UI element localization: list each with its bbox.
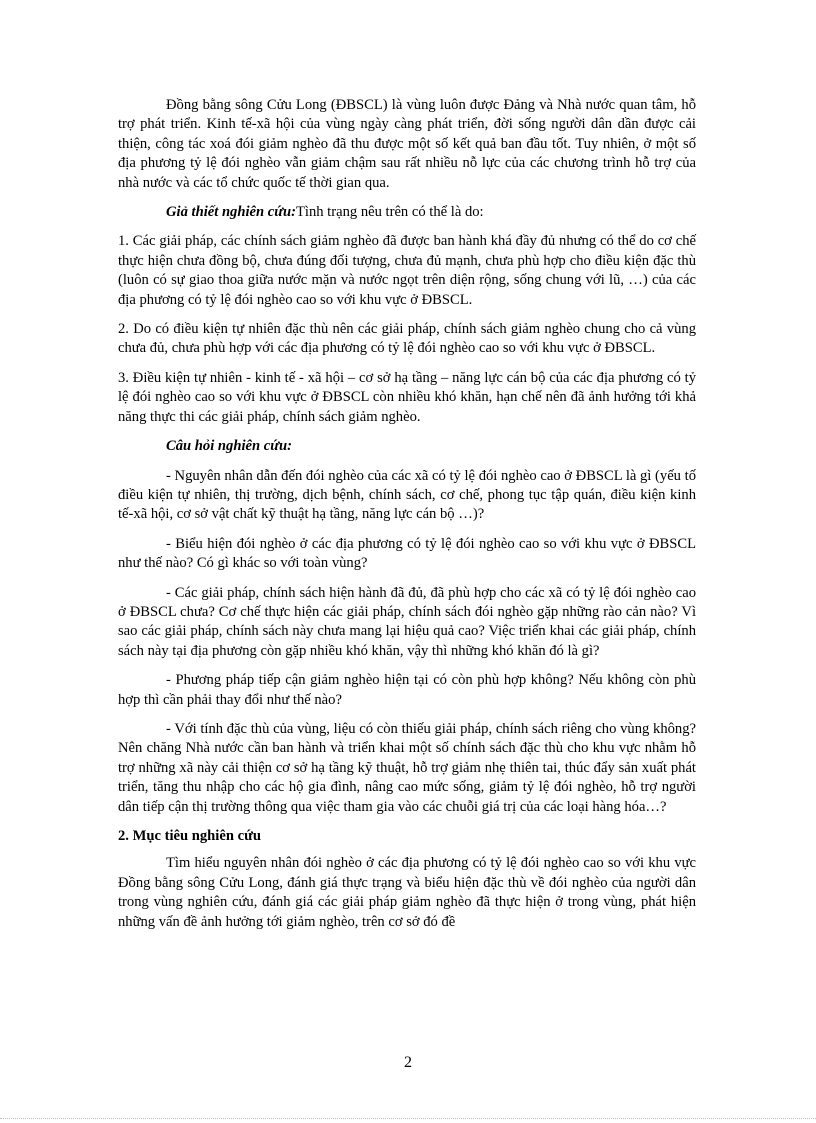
question-item-2: - Biểu hiện đói nghèo ở các địa phương có tỷ lệ đói nghèo cao so với khu vực ở ĐBSCL như thế nào? Có gì khác so với toàn vùng? <box>118 535 696 572</box>
section-heading: 2. Mục tiêu nghiên cứu <box>118 828 261 844</box>
hypothesis-item-3: 3. Điều kiện tự nhiên - kinh tế - xã hội – cơ sở hạ tầng – năng lực cán bộ của các địa phương có tỷ lệ đói nghèo cao so với khu vực ở ĐBSCL còn nhiều khó khăn, hạn chế nên đã ảnh hưởng tới khả năng thực thi các giải pháp, chính sách giảm nghèo. <box>118 369 696 425</box>
hypothesis-item-1: 1. Các giải pháp, các chính sách giảm nghèo đã được ban hành khá đầy đủ nhưng có thể do cơ chế thực hiện chưa đồng bộ, chưa đúng đối tượng, chưa đủ mạnh, chưa phù hợp cho điều kiện đặc thù (luôn có sự giao thoa giữa nước mặn và nước ngọt trên diện rộng, sống chung với lũ, …) của các địa phương có tỷ lệ đói nghèo cao so với khu vực ở ĐBSCL. <box>118 233 696 308</box>
hypothesis-text: Tình trạng nêu trên có thể là do: <box>295 204 484 221</box>
page-body <box>118 96 696 942</box>
question-item-4: - Phương pháp tiếp cận giảm nghèo hiện tại có còn phù hợp không? Nếu không còn phù hợp thì cần phải thay đổi như thế nào? <box>118 672 696 708</box>
hypothesis-item-2: 2. Do có điều kiện tự nhiên đặc thù nên các giải pháp, chính sách giảm nghèo chung cho cả vùng chưa đủ, chưa phù hợp với các địa phương có tỷ lệ đói nghèo cao so với khu vực ở ĐBSCL. <box>118 321 696 357</box>
questions-label: Câu hỏi nghiên cứu: <box>166 438 292 455</box>
page-number: 2 <box>404 1054 412 1071</box>
intro-paragraph: Đồng bằng sông Cửu Long (ĐBSCL) là vùng luôn được Đảng và Nhà nước quan tâm, hỗ trợ phát triển. Kinh tế-xã hội của vùng ngày càng phát triển, đời sống người dân dần được cải thiện, công tác xoá đói giảm nghèo đã thu được một số kết quả ban đầu tốt. Tuy nhiên, ở một số địa phương tỷ lệ đói nghèo vẫn giảm chậm sau rất nhiều nỗ lực của các chương trình hỗ trợ của nhà nước và các tổ chức quốc tế thời gian qua. <box>118 97 696 191</box>
page-bottom-divider <box>0 1118 816 1119</box>
question-item-5: - Với tính đặc thù của vùng, liệu có còn thiếu giải pháp, chính sách riêng cho vùng không? Nên chăng Nhà nước cần ban hành và triển khai một số chính sách đặc thù cho khu vực nhằm hỗ trợ những xã này cải thiện cơ sở hạ tầng kỹ thuật, hỗ trợ giảm nhẹ thiên tai, thúc đẩy sản xuất phát triển, tăng thu nhập cho các hộ gia đình, nâng cao mức sống, giảm tỷ lệ đói nghèo, hỗ trợ người dân tiếp cận thị trường thông qua việc tham gia vào các chuỗi giá trị của các loại hàng hóa…? <box>118 720 696 815</box>
question-item-3: - Các giải pháp, chính sách hiện hành đã đủ, đã phù hợp cho các xã có tỷ lệ đói nghèo cao ở ĐBSCL chưa? Cơ chế thực hiện các giải pháp, chính sách đói nghèo gặp những rào cản nào? Vì sao các giải pháp, chính sách này chưa mang lại hiệu quả cao? Việc triển khai các giải pháp, chính sách này tại địa phương còn gặp nhiều khó khăn, vậy thì những khó khăn đó là gì? <box>118 584 696 659</box>
question-item-1: - Nguyên nhân dẫn đến đói nghèo của các xã có tỷ lệ đói nghèo cao ở ĐBSCL là gì (yếu tố điều kiện tự nhiên, thị trường, dịch bệnh, chính sách, cơ chế, phong tục tập quán, điều kiện kinh tế-xã hội, cơ sở vật chất kỹ thuật hạ tầng, năng lực cán bộ …)? <box>118 467 696 523</box>
hypothesis-intro <box>118 203 696 222</box>
section-paragraph: Tìm hiểu nguyên nhân đói nghèo ở các địa phương có tỷ lệ đói nghèo cao so với khu vực Đồng bằng sông Cửu Long, đánh giá thực trạng và biểu hiện đặc thù về đói nghèo của người dân trong vùng nghiên cứu, đánh giá các giải pháp giảm nghèo đã thực hiện ở trong vùng, phát hiện những vấn đề ảnh hưởng tới giảm nghèo, trên cơ sở đó đề <box>118 855 696 930</box>
hypothesis-label: Giả thiết nghiên cứu: <box>166 204 296 221</box>
